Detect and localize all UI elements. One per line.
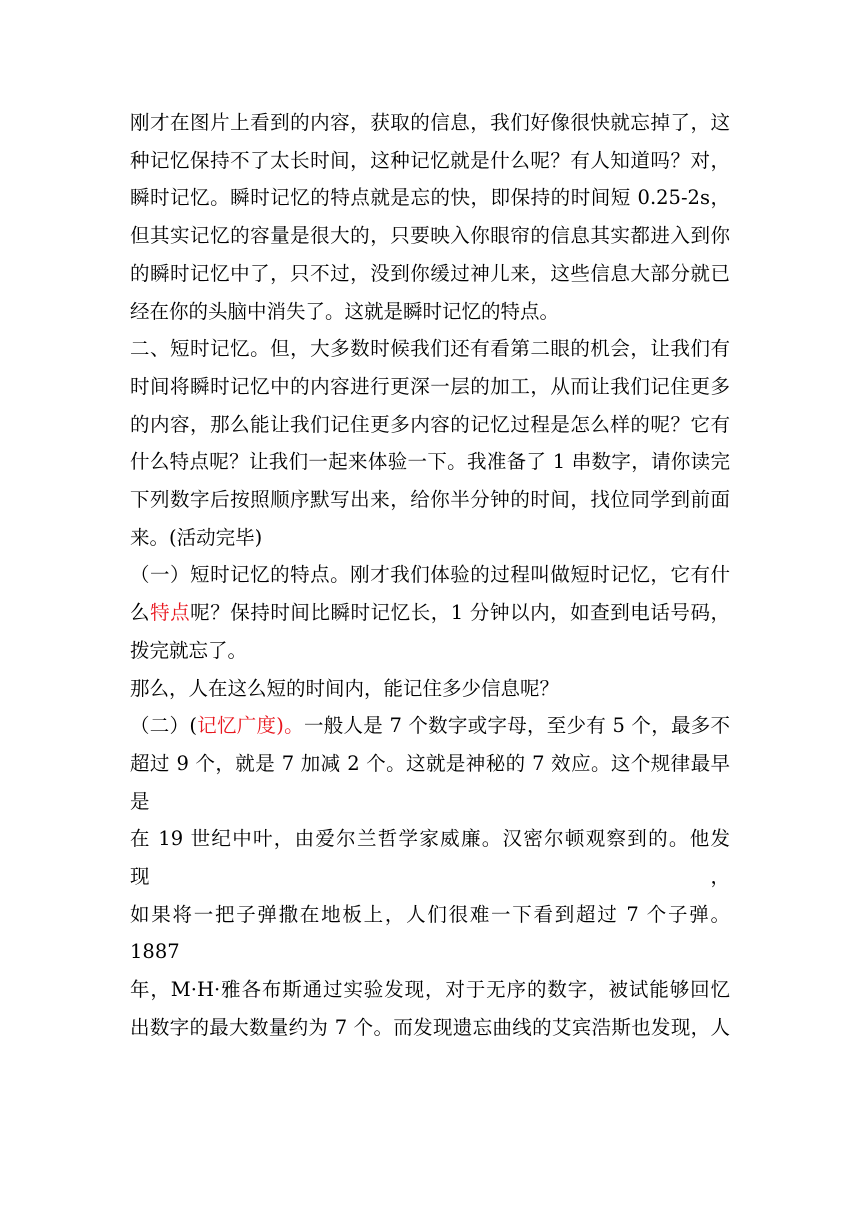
highlight-text: 记忆广度)。 xyxy=(196,714,304,738)
paragraph-line: 来。(活动完毕) xyxy=(130,525,263,549)
paragraph-line: 时间将瞬时记忆中的内容进行更深一层的加工，从而让我们记住更多 xyxy=(130,374,730,398)
paragraph-line: 的内容，那么能让我们记住更多内容的记忆过程是怎么样的呢？它有 xyxy=(130,412,730,436)
paragraph-line: 的瞬时记忆中了，只不过，没到你缓过神儿来，这些信息大部分就已 xyxy=(130,261,730,285)
text-segment: 呢？保持时间比瞬时记忆长，1 分钟以内，如查到电话号码， xyxy=(190,601,730,625)
paragraph-line: 那么，人在这么短的时间内，能记住多少信息呢？ xyxy=(130,676,560,700)
text-segment: 一般人是 7 个数字或字母，至少有 5 个，最多不 xyxy=(303,714,731,738)
paragraph-line-with-highlight xyxy=(130,707,730,745)
document-body xyxy=(130,104,730,1047)
paragraph-line: 如果将一把子弹撒在地板上，人们很难一下看到超过 7 个子弹。1887 xyxy=(130,902,730,964)
paragraph-line-with-highlight xyxy=(130,594,730,632)
text-segment: （二）( xyxy=(130,714,197,738)
paragraph-line: 什么特点呢？让我们一起来体验一下。我准备了 1 串数字，请你读完 xyxy=(130,450,730,474)
paragraph-line: 瞬时记忆。瞬时记忆的特点就是忘的快，即保持的时间短 0.25-2s， xyxy=(130,186,730,210)
paragraph-line: 年，M·H·雅各布斯通过实验发现，对于无序的数字，被试能够回忆 xyxy=(130,978,730,1002)
paragraph-line: 二、短时记忆。但，大多数时候我们还有看第二眼的机会，让我们有 xyxy=(130,337,730,361)
paragraph-line: 下列数字后按照顺序默写出来，给你半分钟的时间，找位同学到前面 xyxy=(130,488,730,512)
paragraph-line: 种记忆保持不了太长时间，这种记忆就是什么呢？有人知道吗？对， xyxy=(130,148,730,172)
paragraph-line: （一）短时记忆的特点。刚才我们体验的过程叫做短时记忆，它有什 xyxy=(130,563,730,587)
text-segment: 么 xyxy=(130,601,151,625)
paragraph-line: 刚才在图片上看到的内容，获取的信息，我们好像很快就忘掉了，这 xyxy=(130,111,730,134)
highlight-text: 特点 xyxy=(150,601,191,625)
paragraph-line: 拨完就忘了。 xyxy=(130,638,248,662)
paragraph-line: 出数字的最大数量约为 7 个。而发现遗忘曲线的艾宾浩斯也发现，人 xyxy=(130,1015,730,1039)
paragraph-line: 但其实记忆的容量是很大的，只要映入你眼帘的信息其实都进入到你 xyxy=(130,224,730,248)
paragraph-line: 超过 9 个，就是 7 加减 2 个。这就是神秘的 7 效应。这个规律最早是 xyxy=(130,751,730,813)
paragraph-line: 在 19 世纪中叶，由爱尔兰哲学家威廉。汉密尔顿观察到的。他发现， xyxy=(130,827,730,889)
paragraph-line: 经在你的头脑中消失了。这就是瞬时记忆的特点。 xyxy=(130,299,560,323)
